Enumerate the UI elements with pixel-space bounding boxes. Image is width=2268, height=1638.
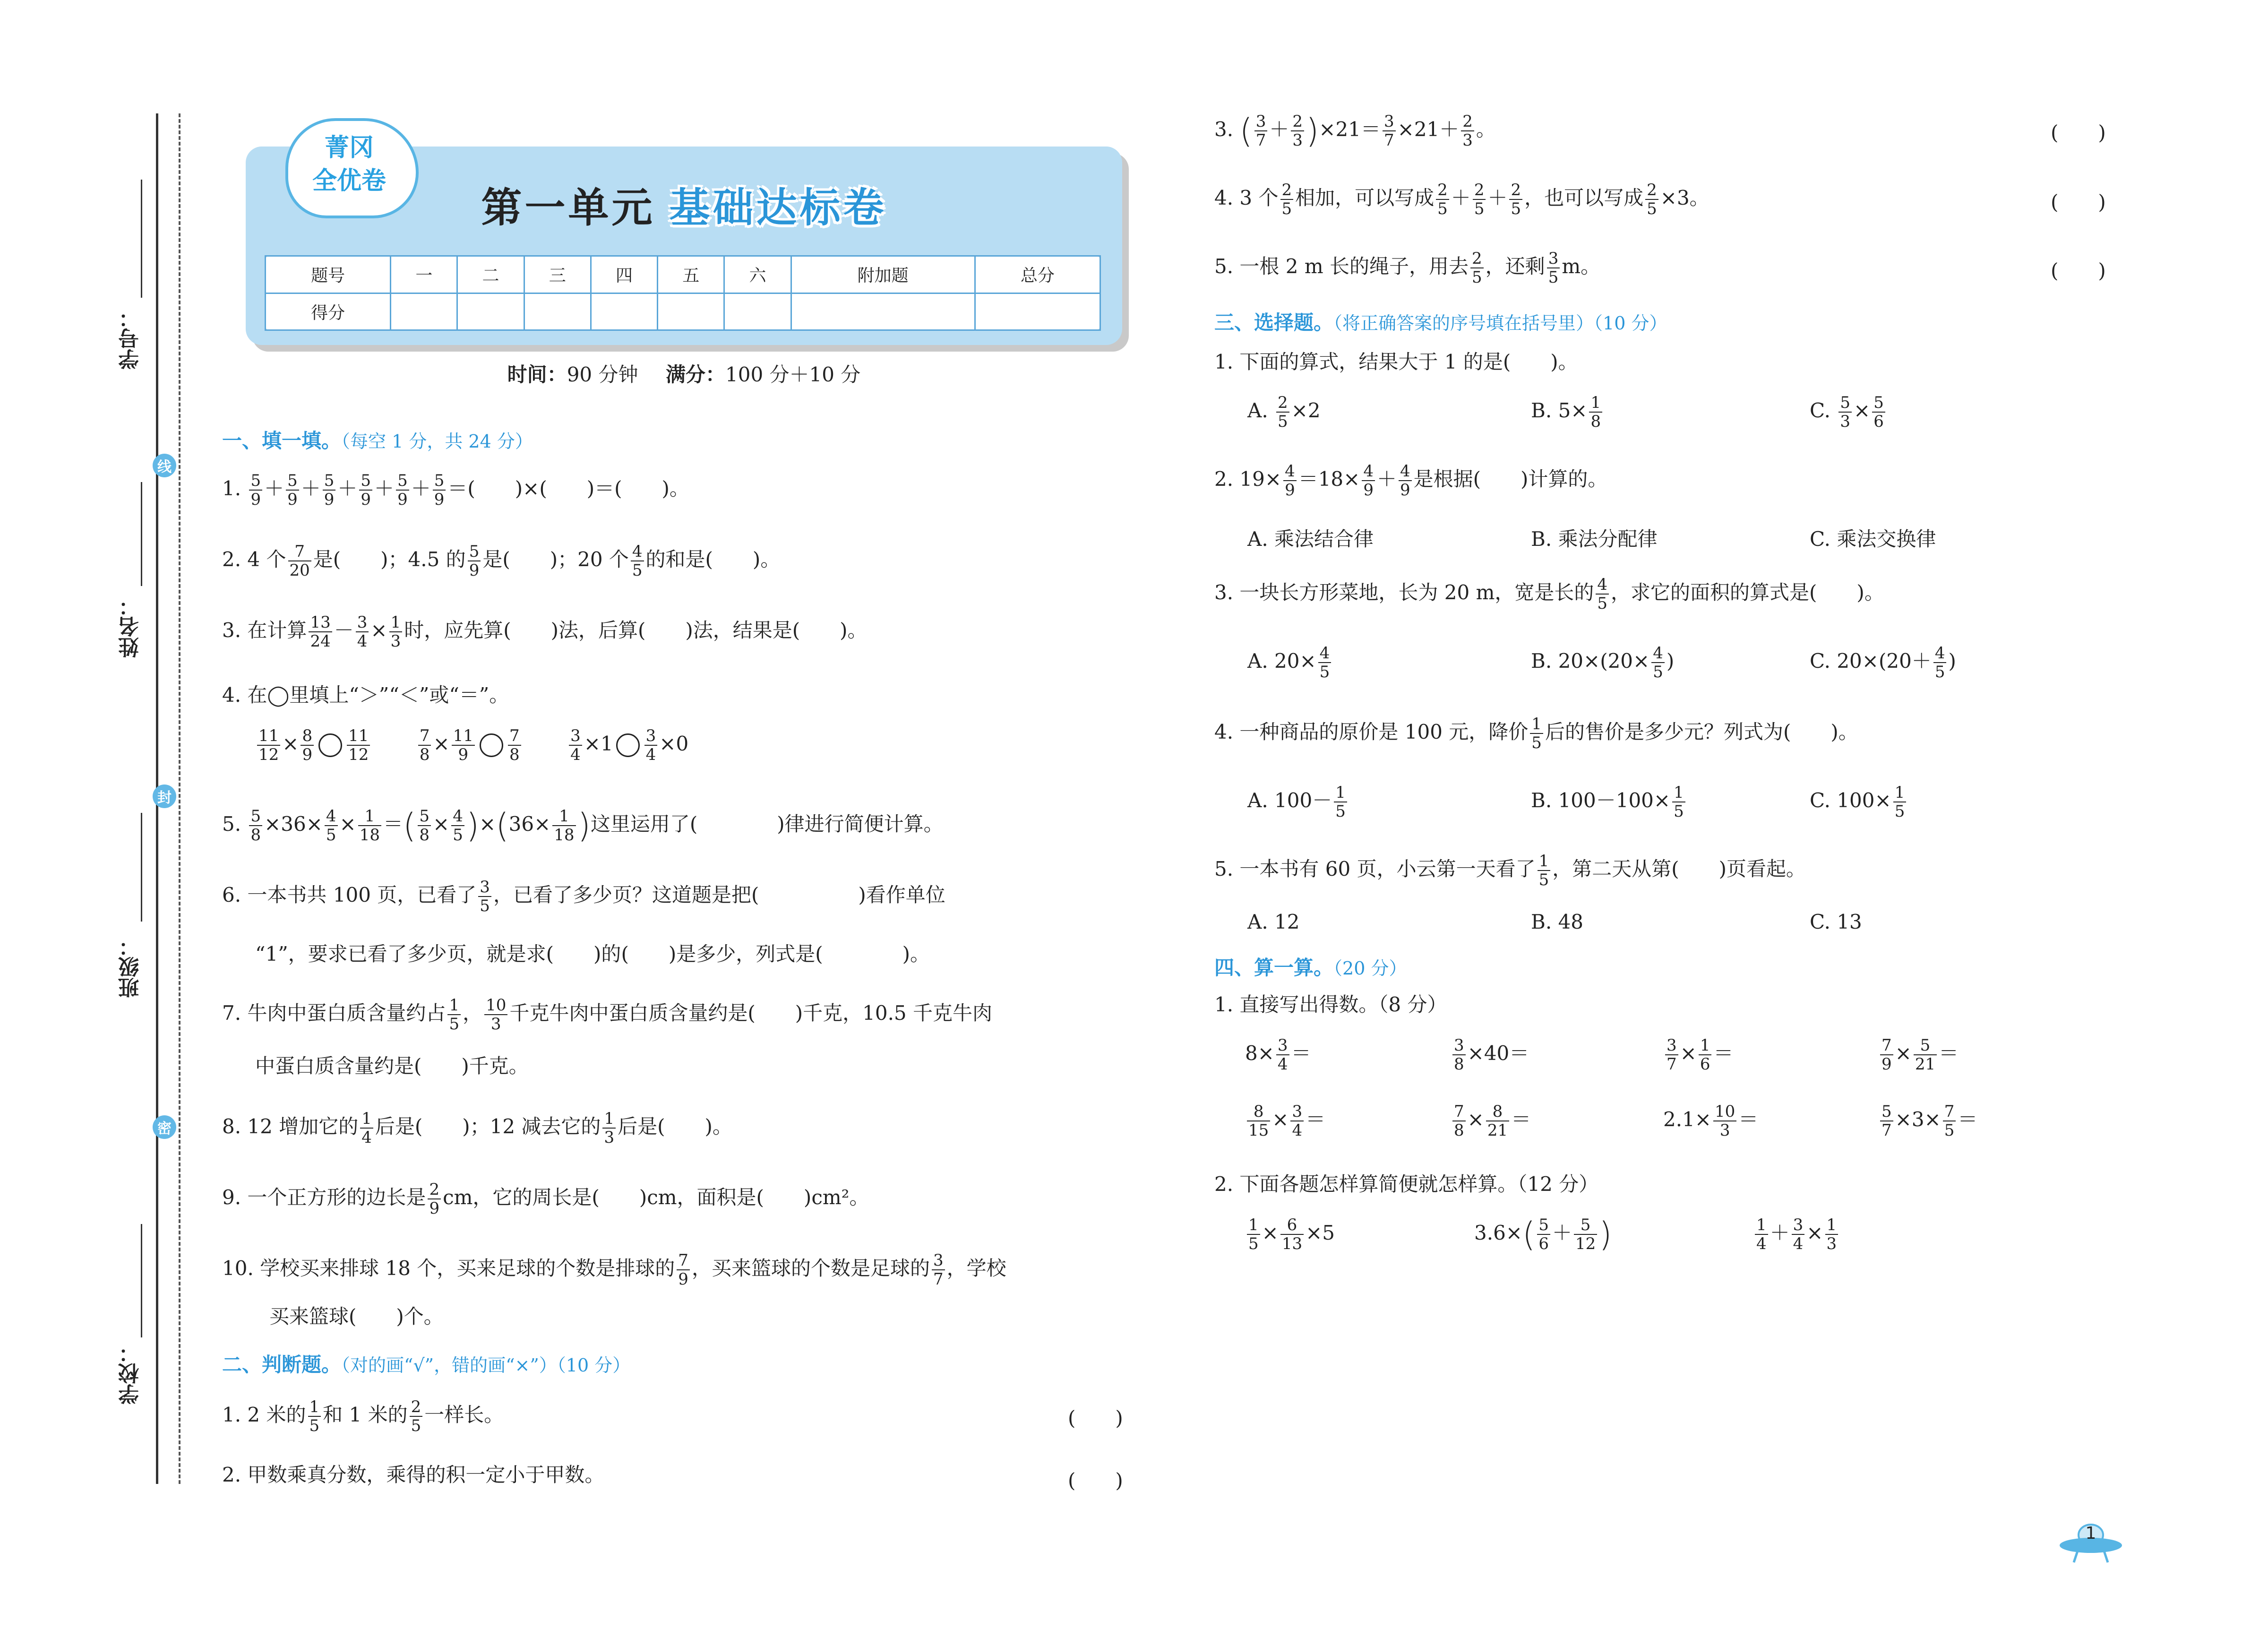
calc-row1-4: $\frac{7}{9}$ × $\frac{5}{21}$ ＝	[1878, 1037, 1959, 1072]
xuexiao-label: 学校：	[119, 1342, 143, 1405]
section-1-title: 一、填一填。（每空 1 分，共 24 分）	[222, 429, 533, 452]
fill-q10-line2: 买来篮球( )个。	[269, 1305, 444, 1328]
choice-q1-a: A. $\frac{2}{5}$ ×2	[1247, 393, 1321, 431]
calc-row2-1: $\frac{8}{15}$ × $\frac{3}{4}$ ＝	[1245, 1103, 1325, 1138]
judge-q2: 2. 甲数乘真分数，乘得的积一定小于甲数。	[222, 1463, 605, 1486]
calc-q1: 1. 直接写出得数。（8 分）	[1214, 993, 1447, 1016]
calc-row1-1: 8× $\frac{3}{4}$ ＝	[1245, 1036, 1311, 1074]
judge-q5-answer[interactable]: ( )	[2051, 259, 2106, 282]
choice-q1-c: C. $\frac{5}{3}$ × $\frac{5}{6}$	[1810, 395, 1887, 430]
xuehao-underline	[141, 180, 142, 298]
choice-q3: 3. 一块长方形菜地，长为 20 m，宽是长的 $\frac{4}{5}$ ，求它的面积的算式是( )。	[1214, 575, 1884, 613]
judge-q3: 3. ( $\frac{3}{7}$ ＋ $\frac{2}{3}$ )×21＝ $\frac{3}{7}$ ×21＋ $\frac{2}{3}$ 。	[1214, 112, 1496, 150]
choice-q2-c: C. 乘法交换律	[1810, 527, 1936, 551]
choice-q2-b: B. 乘法分配律	[1531, 527, 1658, 551]
choice-q1: 1. 下面的算式，结果大于 1 的是( )。	[1214, 350, 1578, 373]
seal-feng: 封	[153, 785, 176, 808]
choice-q3-a: A. 20× $\frac{4}{5}$	[1247, 645, 1333, 680]
exam-header	[246, 134, 1122, 345]
choice-q3-b: B. 20×(20× $\frac{4}{5}$ )	[1531, 644, 1675, 681]
seal-mi: 密	[153, 1115, 176, 1139]
exam-title: 第一单元 基础达标卷	[481, 184, 887, 232]
section-2-title: 二、判断题。（对的画“√”，错的画“×”）（10 分）	[222, 1353, 631, 1376]
calc-row1-2: $\frac{3}{8}$ ×40＝	[1451, 1037, 1529, 1072]
time-info: 时间：90 分钟 满分：100 分＋10 分	[507, 363, 861, 386]
fill-q7: 7. 牛肉中蛋白质含量约占 $\frac{1}{5}$ ， $\frac{10}{3}$ 千克牛肉中蛋白质含量约是( )千克，10.5 千克牛肉	[222, 996, 992, 1034]
fill-q3: 3. 在计算 $\frac{13}{24}$ － $\frac{3}{4}$ × $\frac{1}{3}$ 时，应先算( )法，后算( )法，结果是( )。	[222, 613, 868, 651]
fill-q4-items: $\frac{11}{12}$ × $\frac{8}{9}$ $\frac{11}{12}$ $\frac{7}{8}$ × $\frac{11}{9}$ $\frac{7}{8}$ $\frac{3}{4}$ ×1 $\frac{3}{4}$ ×0	[255, 728, 688, 763]
xingming-label: 姓名：	[119, 595, 143, 658]
judge-q5: 5. 一根 2 m 长的绳子，用去 $\frac{2}{5}$ ，还剩 $\frac{3}{5}$ m。	[1214, 249, 1601, 287]
judge-q3-answer[interactable]: ( )	[2051, 121, 2106, 144]
choice-q3-c: C. 20×(20＋ $\frac{4}{5}$ )	[1810, 644, 1956, 681]
fill-q8: 8. 12 增加它的 $\frac{1}{4}$ 后是( )；12 减去它的 $\frac{1}{3}$ 后是( )。	[222, 1109, 732, 1147]
margin-dashed-line	[179, 113, 180, 1484]
calc-simplify-2: 3.6×( $\frac{5}{6}$ ＋ $\frac{5}{12}$ )	[1474, 1215, 1612, 1254]
fill-q6-line2: “1”，要求已看了多少页，就是求( )的( )是多少，列式是( )。	[255, 942, 930, 966]
judge-q4: 4. 3 个 $\frac{2}{5}$ 相加，可以写成 $\frac{2}{5}$ ＋ $\frac{2}{5}$ ＋ $\frac{2}{5}$ ，也可以写成 $\frac{2}{5}$ ×3。	[1214, 181, 1710, 218]
calc-row2-4: $\frac{5}{7}$ ×3× $\frac{7}{5}$ ＝	[1878, 1103, 1977, 1138]
calc-row2-2: $\frac{7}{8}$ × $\frac{8}{21}$ ＝	[1451, 1103, 1531, 1138]
choice-q5: 5. 一本书有 60 页，小云第一天看了 $\frac{1}{5}$ ，第二天从第( )页看起。	[1214, 852, 1806, 889]
calc-q2: 2. 下面各题怎样算简便就怎样算。（12 分）	[1214, 1172, 1599, 1196]
seal-xian: 线	[153, 454, 176, 477]
calc-row1-3: $\frac{3}{7}$ × $\frac{1}{6}$ ＝	[1663, 1037, 1734, 1072]
fill-q5: 5. $\frac{5}{8}$ ×36× $\frac{4}{5}$ × $\frac{1}{18}$ ＝( $\frac{5}{8}$ × $\frac{4}{5}$ )×(36× $\frac{1}{18}$ )这里运用了( )律进行简便计算。	[222, 806, 944, 845]
score-table: 题号 一 二 三 四 五 六 附加题 总分 得分	[265, 255, 1101, 331]
banji-label: 班级：	[119, 936, 143, 998]
fill-q1: 1. $\frac{5}{9}$ ＋ $\frac{5}{9}$ ＋ $\frac{5}{9}$ ＋ $\frac{5}{9}$ ＋ $\frac{5}{9}$ ＋ $\frac{5}{9}$ ＝( )×( )＝( )。	[222, 471, 689, 509]
calc-simplify-3: $\frac{1}{4}$ ＋ $\frac{3}{4}$ × $\frac{1}{3}$	[1753, 1217, 1840, 1252]
choice-q4-a: A. 100－ $\frac{1}{5}$	[1247, 785, 1349, 819]
section-3-title: 三、选择题。（将正确答案的序号填在括号里）（10 分）	[1214, 311, 1667, 334]
xingming-underline	[141, 482, 142, 586]
fill-q4: 4. 在◯里填上“＞”“＜”或“＝”。	[222, 683, 509, 707]
judge-q2-answer[interactable]: ( )	[1068, 1469, 1123, 1492]
choice-q1-b: B. 5× $\frac{1}{8}$	[1531, 395, 1604, 430]
choice-q5-b: B. 48	[1531, 910, 1584, 933]
judge-q4-answer[interactable]: ( )	[2051, 190, 2106, 214]
fill-q2: 2. 4 个 $\frac{7}{20}$ 是( )；4.5 的 $\frac{5}{9}$ 是( )；20 个 $\frac{4}{5}$ 的和是( )。	[222, 542, 781, 580]
xuexiao-underline	[141, 1224, 142, 1337]
calc-row2-3: 2.1× $\frac{10}{3}$ ＝	[1663, 1102, 1759, 1140]
fill-q9: 9. 一个正方形的边长是 $\frac{2}{9}$ cm，它的周长是( )cm，面积是( )cm²。	[222, 1180, 869, 1218]
choice-q4-c: C. 100× $\frac{1}{5}$	[1810, 785, 1908, 819]
brand-logo: 菁冈 全优卷	[285, 118, 413, 217]
choice-q5-c: C. 13	[1810, 910, 1862, 933]
title-badge: 基础达标卷	[669, 184, 887, 232]
section-4-title: 四、算一算。（20 分）	[1214, 956, 1407, 979]
choice-q4-b: B. 100－100× $\frac{1}{5}$	[1531, 785, 1687, 819]
xuehao-label: 学号：	[119, 307, 143, 370]
judge-q1: 1. 2 米的 $\frac{1}{5}$ 和 1 米的 $\frac{2}{5}$ 一样长。	[222, 1397, 504, 1435]
page-number-badge: 1	[2058, 1522, 2124, 1564]
calc-simplify-1: $\frac{1}{5}$ × $\frac{6}{13}$ ×5	[1245, 1217, 1335, 1252]
banji-underline	[141, 813, 142, 922]
choice-q4: 4. 一种商品的原价是 100 元，降价 $\frac{1}{5}$ 后的售价是多少元？列式为( )。	[1214, 715, 1858, 752]
choice-q5-a: A. 12	[1247, 910, 1300, 933]
judge-q1-answer[interactable]: ( )	[1068, 1406, 1123, 1430]
choice-q2-a: A. 乘法结合律	[1247, 527, 1374, 551]
fill-q7-line2: 中蛋白质含量约是( )千克。	[255, 1054, 529, 1078]
choice-q2: 2. 19× $\frac{4}{9}$ ＝18× $\frac{4}{9}$ ＋ $\frac{4}{9}$ 是根据( )计算的。	[1214, 462, 1608, 500]
fill-q10: 10. 学校买来排球 18 个，买来足球的个数是排球的 $\frac{7}{9}$ ，买来篮球的个数是足球的 $\frac{3}{7}$ ，学校	[222, 1251, 1006, 1289]
fill-q6: 6. 一本书共 100 页，已看了 $\frac{3}{5}$ ，已看了多少页？这道题是把( )看作单位	[222, 878, 945, 915]
